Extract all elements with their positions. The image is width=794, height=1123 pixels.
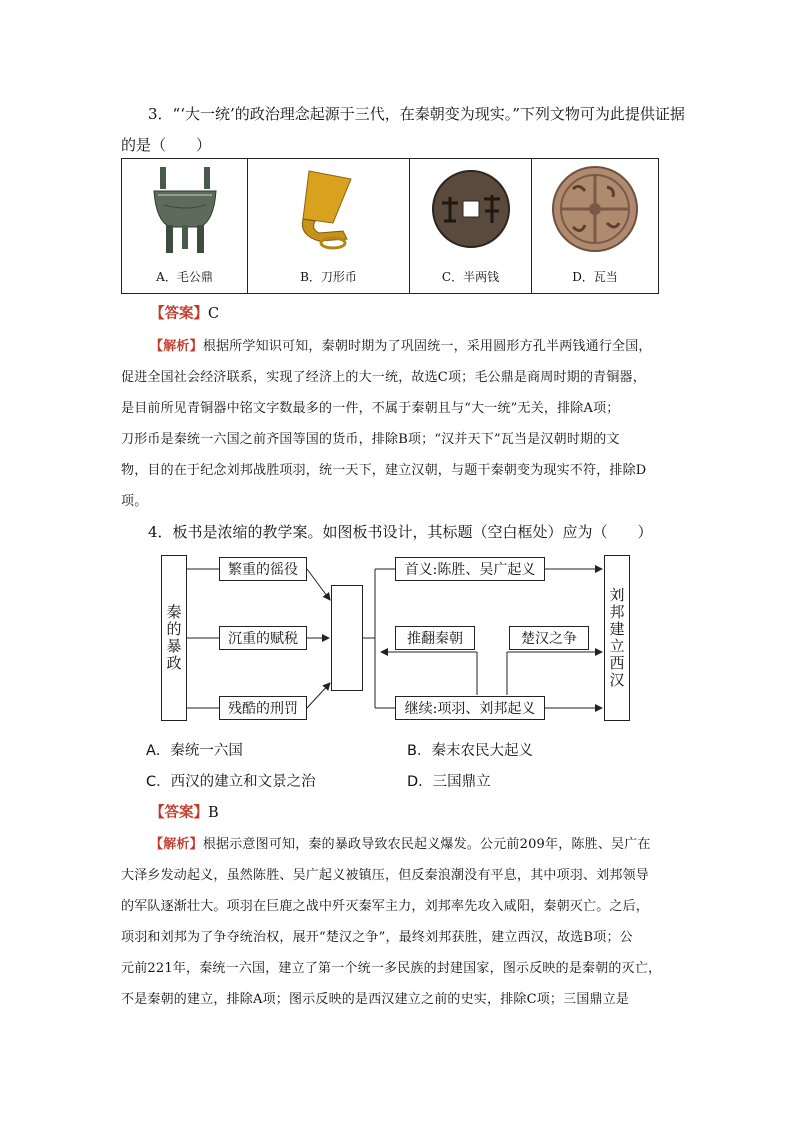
q3-analysis-line3: 是目前所见青铜器中铭文字数最多的一件，不属于秦朝且与“大一统”无关，排除A项； [121,401,620,416]
overthrow-qin-box [395,626,475,650]
q4-analysis-line4: 项羽和刘邦为了争夺统治权，展开“楚汉之争”，最终刘邦获胜，建立西汉，故选B项；公 [121,930,633,945]
q4-analysis-line1 [150,833,710,852]
liu-bang-box [604,555,630,721]
ding-vessel-icon [150,165,220,257]
q3-answer [150,302,710,323]
option-a[interactable]: A．秦统一六国 [146,743,243,759]
q4-answer [150,801,710,822]
overthrow-qin-label: 推翻秦朝 [407,631,463,647]
q3-answer-tag: 【答案】 [150,305,208,322]
first-uprising-label: 首义:陈胜、吴广起义 [404,562,536,578]
liu-bang-label: 刘邦建立西汉 [607,587,626,689]
option-b[interactable]: B．秦末农民大起义 [407,743,533,759]
q4-analysis-tag: 【解析】 [150,837,203,852]
q3-analysis-text-1: 根据所学知识可知，秦朝时期为了巩固统一，采用圆形方孔半两钱通行全国， [202,339,652,354]
q3-answer-value: C [208,306,220,322]
q4-analysis-text-1: 根据示意图可知，秦的暴政导致农民起义爆发。公元前209年，陈胜、吴广在 [202,837,651,852]
qin-tyranny-box [161,555,187,721]
cause-box-3 [219,696,307,720]
banliang-coin-icon [430,165,512,257]
artifact-label-c: C．半两钱 [441,270,500,284]
cause-box-1 [219,557,307,581]
q3-analysis-line1 [150,335,710,354]
knife-coin-icon [289,165,369,257]
q3-analysis-line2: 促进全国社会经济联系，实现了经济上的大一统，故选C项；毛公鼎是商周时期的青铜器， [121,370,646,385]
artifact-cell-b[interactable] [248,159,410,293]
q4-answer-tag: 【答案】 [150,804,208,821]
continue-uprising-label: 继续:项羽、刘邦起义 [404,701,536,717]
option-c[interactable]: C．西汉的建立和文景之治 [146,774,316,790]
chu-han-box [509,626,589,650]
chu-han-label: 楚汉之争 [521,631,577,647]
q4-stem: 4．板书是浓缩的教学案。如图板书设计，其标题（空白框处）应为（ ） [148,523,653,541]
artifact-label-a: A．毛公鼎 [156,270,213,284]
q4-analysis-line2: 大泽乡发动起义，虽然陈胜、吴广起义被镇压，但反秦浪潮没有平息，其中项羽、刘邦领导 [121,868,650,883]
q3-analysis-tag: 【解析】 [150,339,203,354]
q4-answer-value: B [208,805,219,821]
option-d[interactable]: D．三国鼎立 [407,774,491,790]
artifact-cell-a[interactable] [122,159,248,293]
board-diagram [161,555,631,721]
artifact-table [121,158,659,294]
continue-uprising-box [395,696,545,720]
q3-analysis-line6: 项。 [121,494,148,509]
q4-analysis-line3: 的军队逐渐壮大。项羽在巨鹿之战中歼灭秦军主力，刘邦率先攻入咸阳，秦朝灭亡。之后， [121,899,650,914]
q3-stem-line1: 3．“‘大一统’的政治理念起源于三代，在秦朝变为现实。”下列文物可为此提供证据 [148,105,685,123]
cause-label-1: 繁重的徭役 [228,562,298,578]
artifact-label-d: D．瓦当 [572,270,618,284]
q4-analysis-line6: 不是秦朝的建立，排除A项；图示反映的是西汉建立之前的史实，排除C项；三国鼎立是 [121,992,630,1007]
tile-end-icon [549,165,641,257]
cause-label-3: 残酷的刑罚 [228,701,298,717]
cause-label-2: 沉重的赋税 [228,631,298,647]
q4-analysis-line5: 元前221年，秦统一六国，建立了第一个统一多民族的封建国家，图示反映的是秦朝的灭亡， [121,961,662,976]
first-uprising-box [395,557,545,581]
artifact-cell-c[interactable] [410,159,532,293]
q3-analysis-line5: 物，目的在于纪念刘邦战胜项羽，统一天下，建立汉朝，与题干秦朝变为现实不符，排除D [121,463,647,478]
artifact-label-b: B．刀形币 [300,270,357,284]
blank-title-box[interactable] [331,585,363,691]
cause-box-2 [219,626,307,650]
q3-stem-line2: 的是（ ） [121,136,212,154]
q3-analysis-line4: 刀形币是秦统一六国之前齐国等国的货币，排除B项；“汉并天下”瓦当是汉朝时期的文 [121,432,620,447]
qin-tyranny-label: 秦的暴政 [164,604,183,672]
artifact-cell-d[interactable] [532,159,658,293]
